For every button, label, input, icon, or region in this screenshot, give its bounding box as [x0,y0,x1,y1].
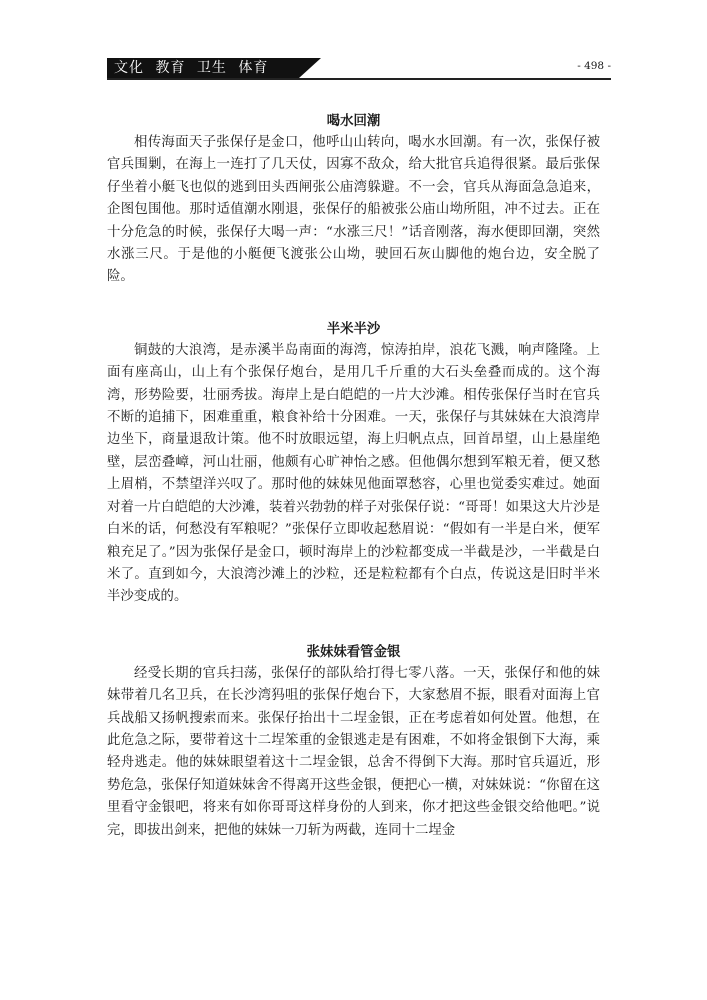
page-body [107,110,600,842]
page-number: - 498 - [577,60,611,72]
section-title: 半米半沙 [326,320,381,337]
section-title: 喝水回潮 [326,113,381,129]
section-title: 张妹妹看管金银 [306,643,401,660]
section-paragraph: 经受长期的官兵扫荡，张保仔的部队给打得七零八落。一天，张保仔和他的妹妹带着几名卫兵，在长沙湾犸咀的张保仔炮台下，大家愁眉不振，眼看对面海上官兵战船又扬帆搜索而来。张保仔抬出十二埕金银，正在考虑着如何处置。他想，在此危急之际，要带着这十二埕笨重的金银逃走是有困难，不如将金银倒下大海，乘轻舟逃走。他的妹妹眼望着这十二埕金银，总舍不得倒下大海。那时官兵逼近，形势危急，张保仔知道妹妹舍不得离开这些金银，便把心一横，对妹妹说：“你留在这里看守金银吧，将来有如你哥哥这样身份的人到来，你才把这些金银交给他吧。”说完，即拔出剑来，把他的妹妹一刀斩为两截，连同十二埕金 [107,665,600,838]
header-rule [107,78,611,80]
header-section-title: 文化 教育 卫生 体育 [114,60,269,76]
header-band-slant [299,58,321,78]
section-paragraph: 铜鼓的大浪湾，是赤溪半岛南面的海湾，惊涛拍岸，浪花飞溅，响声隆隆。上面有座高山，山上有个张保仔炮台，是用几千斤重的大石头垒叠而成的。这个海湾，形势险要，壮丽秀拔。海岸上是白皑皑的一片大沙滩。相传张保仔当时在官兵不断的追捕下，困难重重，粮食补给十分困难。一天，张保仔与其妹妹在大浪湾岸边坐下，商量退敌计策。他不时放眼远望，海上归帆点点，回首昂望，山上悬崖绝壁，层峦叠嶂，河山壮丽，他颇有心旷神怡之感。但他偶尔想到军粮无着，便又愁上眉梢，不禁望洋兴叹了。那时他的妹妹见他面罩愁容，心里也觉委实难过。她面对着一片白皑皑的大沙滩，装着兴勃勃的样子对张保仔说：“哥哥！如果这大片沙是白米的话，何愁没有军粮呢？”张保仔立即收起愁眉说：“假如有一半是白米，便军粮充足了。”因为张保仔是金口，顿时海岸上的沙粒都变成一半截是沙，一半截是白米了。直到如今，大浪湾沙滩上的沙粒，还是粒粒都有个白点，传说这是旧时半米半沙变成的。 [107,342,600,605]
section-paragraph: 相传海面天子张保仔是金口，他呼山山转向，喝水水回潮。有一次，张保仔被官兵围剿，在海上一连打了几天仗，因寡不敌众，给大批官兵追得很紧。最后张保仔坐着小艇飞也似的逃到田头西闸张公庙湾躲避。不一会，官兵从海面急急追来，企图包围他。那时适值潮水刚退，张保仔的船被张公庙山坳所阻，冲不过去。正在十分危急的时候，张保仔大喝一声：“水涨三尺！”话音刚落，海水便即回潮，突然水涨三尺。于是他的小艇便飞渡张公山坳，驶回石灰山脚他的炮台边，安全脱了险。 [107,135,600,285]
running-header [107,58,611,78]
